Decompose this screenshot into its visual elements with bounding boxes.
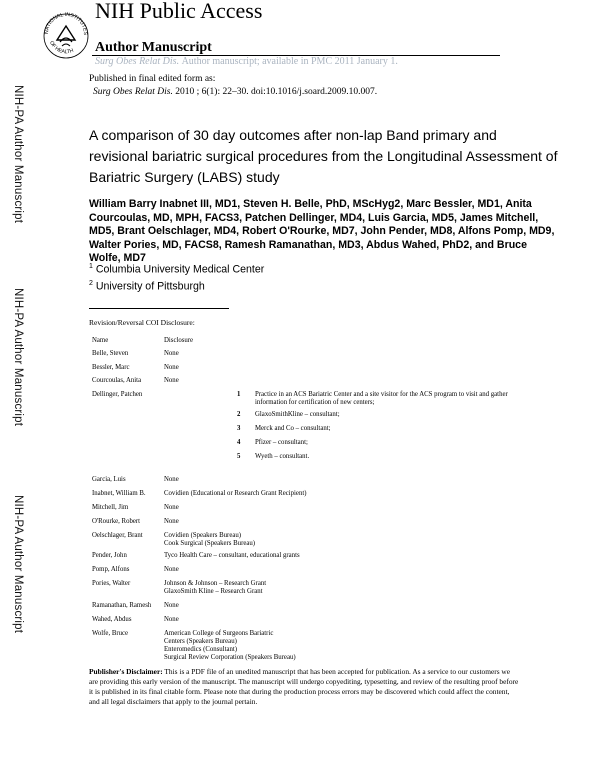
table-row: O'Rourke, Robert [92,518,141,525]
table-cell: None [164,476,179,483]
side-label-3: NIH-PA Author Manuscript [12,495,24,634]
article-title: A comparison of 30 day outcomes after non-lap Band primary and revisional bariatric surgical procedures from the Longitudinal Assessment of Bariatric Surgery (LABS) study [89,127,558,185]
table-cell: None [164,504,179,511]
svg-text:NATIONAL INSTITUTES: NATIONAL INSTITUTES [43,11,89,36]
table-row: Mitchell, Jim [92,504,129,511]
published-line: Published in final edited form as: [89,74,216,84]
table-cell: Tyco Health Care – consultant, educational grants [164,552,300,559]
list-item: GlaxoSmithKline – consultant; [255,411,340,418]
list-number: 3 [237,425,241,432]
list-item: Practice in an ACS Bariatric Center and a site visitor for the ACS program to visit and gather information for certification of new centers; [255,391,508,406]
table-cell: American College of Surgeons Bariatric Centers (Speakers Bureau) Enteromedics (Consultant) Surgical Review Corporation (Speakers Bureau) [164,630,296,661]
published-citation: Surg Obes Relat Dis. 2010 ; 6(1): 22–30. doi:10.1016/j.soard.2009.10.007. [93,87,378,97]
affiliation-2: $^2$ University of Pittsburgh [89,280,205,293]
table-cell: None [164,602,179,609]
table-cell: None [164,350,179,357]
coi-col-disclosure: Disclosure [164,337,194,344]
table-cell: Covidien (Speakers Bureau) Cook Surgical (Speakers Bureau) [164,532,256,547]
table-row: Wahed, Abdus [92,616,132,623]
table-row: Dellinger, Patchen [92,391,143,398]
author-list: William Barry Inabnet III, MD1, Steven H. Belle, PhD, MScHyg2, Marc Bessler, MD1, Anita Courcoulas, MD, MPH, FACS3, Patchen Dellinger, MD4, Luis Garcia, MD5, James Mitchell, MD5, Brant Oelschlager, MD4, Robert O'Rourke, MD7, John Pender, MD8, Alfons Pomp, MD9, Walter Pories, MD, FACS8, Ramesh Ramanathan, MD3, Abdus Wahed, PhD2, and Bruce Wolfe, MD7 [89,198,555,264]
publisher-disclaimer: Publisher's Disclaimer: This is a PDF file of an unedited manuscript that has been accepted for publication. As a service to our customers we are providing this early version of the manuscript. The manuscript will undergo copyediting, typesetting, and review of the resulting proof before it is published in its final citable form. Please note that during the production process errors may be discovered which could affect the content, and all legal disclaimers that apply to the journal pertain. [89,667,519,706]
list-item: Wyeth – consultant. [255,453,310,460]
table-row: Pender, John [92,552,127,559]
table-row: Courcoulas, Anita [92,377,142,384]
table-row: Bessler, Marc [92,364,130,371]
list-number: 5 [237,453,241,460]
table-cell: None [164,566,179,573]
footnote-rule [89,308,229,309]
nih-seal-icon [40,2,92,68]
list-item: Pfizer – consultant; [255,439,308,446]
list-item: Merck and Co – consultant; [255,425,331,432]
svg-text:OF HEALTH: OF HEALTH [48,40,75,56]
header-citation: Surg Obes Relat Dis. Author manuscript; available in PMC 2011 January 1. [95,56,398,67]
coi-heading: Revision/Reversal COI Disclosure: [89,318,195,327]
table-row: Pories, Walter [92,580,131,587]
coi-col-name: Name [92,337,109,344]
table-cell: Johnson & Johnson – Research Grant GlaxoSmith Kline – Research Grant [164,580,267,595]
table-row: Belle, Steven [92,350,129,357]
table-cell: None [164,377,179,384]
list-number: 1 [237,391,241,398]
table-cell: Covidien (Educational or Research Grant Recipient) [164,490,307,497]
header-subtitle: Author Manuscript [95,40,212,55]
list-number: 4 [237,439,241,446]
table-cell: None [164,518,179,525]
table-cell: None [164,616,179,623]
table-row: Inabnet, William B. [92,490,146,497]
header-title: NIH Public Access [95,0,263,23]
table-row: Oelschlager, Brant [92,532,143,539]
affiliation-1: $^1$ Columbia University Medical Center [89,263,265,276]
table-row: Ramanathan, Ramesh [92,602,152,609]
table-cell: None [164,364,179,371]
side-label-1: NIH-PA Author Manuscript [12,85,24,224]
side-label-2: NIH-PA Author Manuscript [12,288,24,427]
table-row: Garcia, Luis [92,476,126,483]
table-row: Pomp, Alfons [92,566,130,573]
table-row: Wolfe, Bruce [92,630,129,637]
list-number: 2 [237,411,241,418]
